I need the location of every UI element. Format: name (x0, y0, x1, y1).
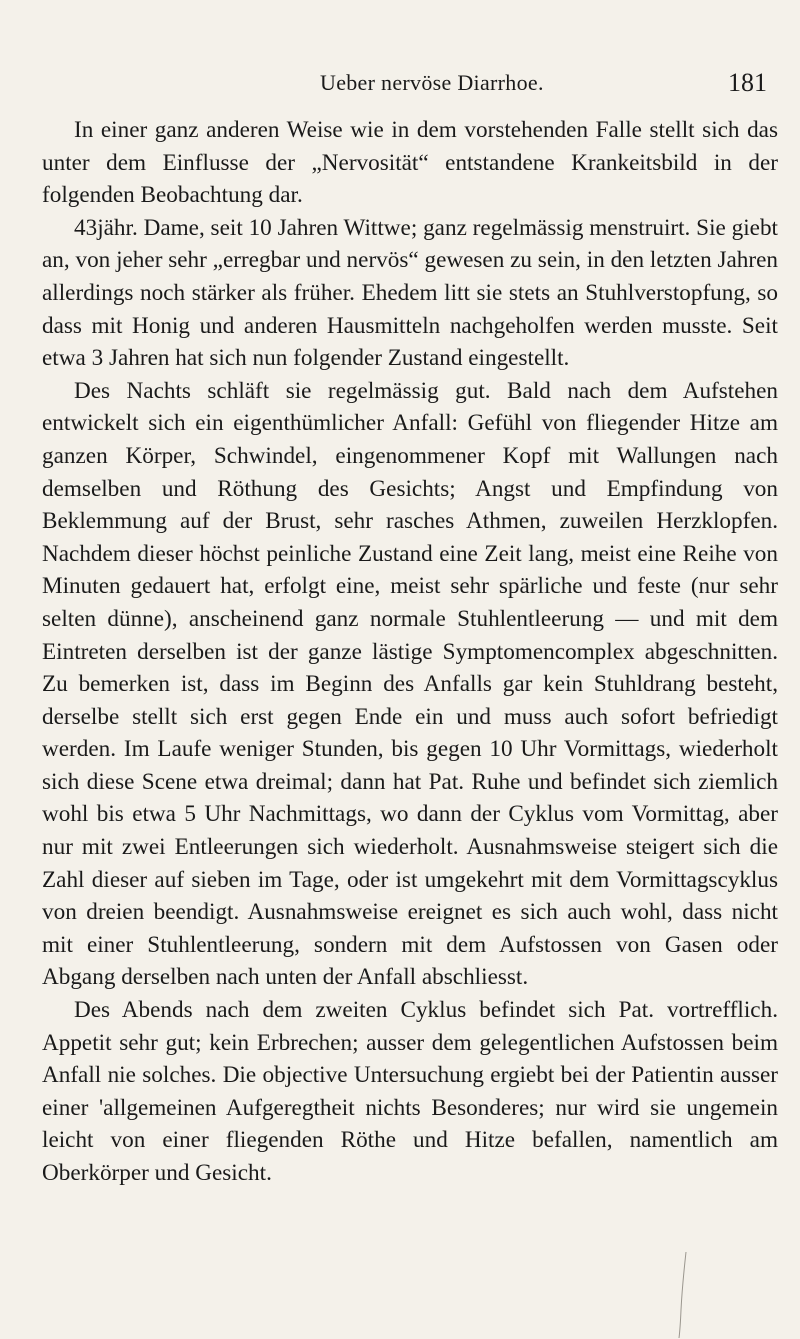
running-head (0, 70, 800, 110)
running-head-title: Ueber nervöse Diarrhoe. (320, 70, 544, 95)
paragraph-attack-description: Des Nachts schläft sie regelmässig gut. Bald nach dem Aufstehen entwickelt sich ein eigenthümlicher Anfall: Gefühl von fliegender Hitze am ganzen Körper, Schwindel, eingenommener Kopf mit Wallungen nach demselben und Röthung des Gesichts; Angst und Empfindung von Beklemmung auf der Brust, sehr rasches Athmen, zuweilen Herzklopfen. Nachdem dieser höchst peinliche Zustand eine Zeit lang, meist eine Reihe von Minuten gedauert hat, erfolgt eine, meist sehr spärliche und feste (nur sehr selten dünne), anscheinend ganz normale Stuhlentleerung — und mit dem Eintreten derselben ist der ganze lästige Symptomencomplex abgeschnitten. Zu bemerken ist, dass im Beginn des Anfalls gar kein Stuhldrang besteht, derselbe stellt sich erst gegen Ende ein und muss auch sofort befriedigt werden. Im Laufe weniger Stunden, bis gegen 10 Uhr Vormittags, wiederholt sich diese Scene etwa dreimal; dann hat Pat. Ruhe und befindet sich ziemlich wohl bis etwa 5 Uhr Nachmittags, wo dann der Cyklus vom Vormittag, aber nur mit zwei Entleerungen sich wiederholt. Ausnahmsweise steigert sich die Zahl dieser auf sieben im Tage, oder ist umgekehrt mit dem Vormittagscyklus von dreien beendigt. Ausnahmsweise ereignet es sich auch wohl, dass nicht mit einer Stuhlentleerung, sondern mit dem Aufstossen von Gasen oder Abgang derselben nach unten der Anfall abschliesst. (42, 377, 778, 991)
paragraph-intro: In einer ganz anderen Weise wie in dem vorstehenden Falle stellt sich das unter dem Einflusse der „Nervosität“ entstandene Krankeitsbild in der folgenden Beobachtung dar. (42, 117, 778, 209)
page-number: 181 (728, 68, 767, 97)
pencil-mark (672, 1250, 692, 1339)
paragraph-evening-findings: Des Abends nach dem zweiten Cyklus befindet sich Pat. vortrefflich. Appetit sehr gut; kein Erbrechen; ausser dem gelegentlichen Aufstossen beim Anfall nie solches. Die objective Untersuchung ergiebt bei der Patientin ausser einer 'allgemeinen Aufgeregtheit nichts Besonderes; nur wird sie ungemein leicht von einer fliegenden Röthe und Hitze befallen, namentlich am Oberkörper und Gesicht. (42, 997, 778, 1186)
paragraph-case-history: 43jähr. Dame, seit 10 Jahren Wittwe; ganz regelmässig menstruirt. Sie giebt an, von jeher sehr „erregbar und nervös“ gewesen zu sein, in den letzten Jahren allerdings noch stärker als früher. Ehedem litt sie stets an Stuhlverstopfung, so dass mit Honig und anderen Hausmitteln nachgeholfen werden musste. Seit etwa 3 Jahren hat sich nun folgender Zustand eingestellt. (42, 214, 778, 372)
body-text (42, 114, 778, 1190)
